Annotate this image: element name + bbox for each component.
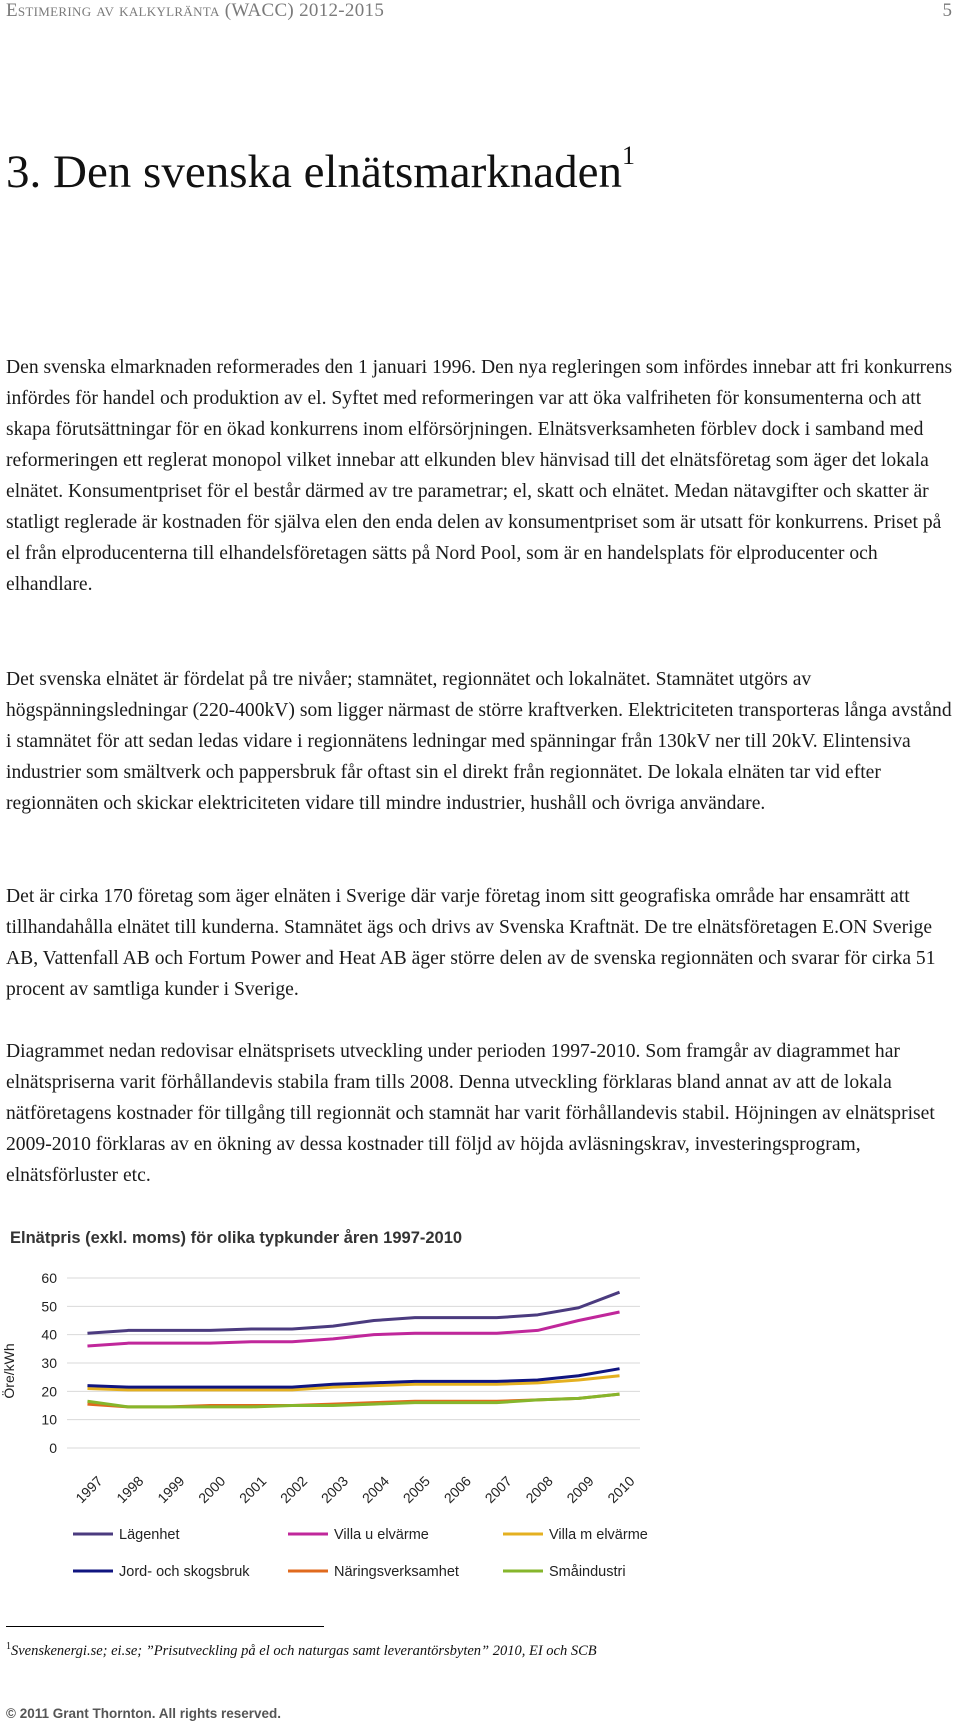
- paragraph-grid-owners: Det är cirka 170 företag som äger elnäten i Sverige där varje företag inom sitt geografiska område har ensamrätt att tillhandahålla elnätet till kunderna. Stamnätet ägs och drivs av Svenska Kraftnät. De tre elnätsföretagen E.ON Sverige AB, Vattenfall AB och Fortum Power and Heat AB äger större delen av de svenska regionnäten och svarar för cirka 51 procent av samtliga kunder i Sverige.: [6, 886, 936, 1000]
- page-number: 5: [942, 0, 952, 21]
- legend-label: Lägenhet: [119, 1527, 180, 1543]
- chapter-title: [6, 141, 636, 199]
- x-tick-label: 1997: [72, 1472, 106, 1507]
- x-tick-label: 2004: [358, 1472, 393, 1507]
- legend-label: Småindustri: [549, 1564, 626, 1580]
- x-tick-label: 1999: [154, 1472, 188, 1507]
- footnote-divider: [6, 1626, 324, 1627]
- x-tick-label: 2005: [399, 1472, 434, 1507]
- footnote-text: Svenskenergi.se; ei.se; ”Prisutveckling på el och naturgas samt leverantörsbyten” 2010, EI och SCB: [11, 1642, 597, 1659]
- legend-label: Jord- och skogsbruk: [119, 1564, 250, 1580]
- series-line: [87, 1369, 619, 1387]
- y-tick-label: 20: [41, 1383, 57, 1400]
- x-tick-label: 2007: [481, 1472, 515, 1507]
- y-tick-label: 10: [41, 1411, 57, 1428]
- y-tick-label: 40: [41, 1326, 57, 1343]
- x-tick-label: 2009: [563, 1472, 597, 1507]
- paragraph-reform: Den svenska elmarknaden reformerades den 1 januari 1996. Den nya regleringen som infördes innebar att fri konkurrens infördes för handel och produktion av el. Syftet med reformeringen var att öka valfriheten för konsumenterna och att skapa förutsättningar för en ökad konkurrens inom elförsörjningen. Elnätsverksamheten förblev dock i samband med reformeringen ett reglerat monopol vilket innebar att elkunden blev hänvisad till det elnätsföretag som äger det lokala elnätet. Konsumentpriset för el består därmed av tre parametrar; el, skatt och elnätet. Medan nätavgifter och skatter är statligt reglerade är kostnaden för själva elen den enda delen av konsumentpriset som är utsatt för konkurrens. Priset på el från elproducenterna till elhandelsföretagen sätts på Nord Pool, som är en handelsplats för elproducenter och elhandlare.: [6, 357, 953, 595]
- paragraph-price-development: Diagrammet nedan redovisar elnätsprisets utveckling under perioden 1997-2010. Som framgår av diagrammet har elnätspriserna varit förhållandevis stabila fram tills 2008. Denna utveckling förklaras bland annat av att de lokala nätföretagens kostnader för tillgång till regionnät och stamnät har varit förhållandevis stabil. Höjningen av elnätspriset 2009-2010 förklaras av en ökning av dessa kostnader till följd av höjda avläsningskrav, investeringsprogram, elnätsförluster etc.: [6, 1041, 935, 1186]
- y-tick-label: 0: [49, 1440, 57, 1456]
- series-line: [87, 1394, 619, 1407]
- footnote-ref[interactable]: 1: [622, 141, 636, 170]
- price-line-chart: [0, 1258, 700, 1588]
- x-tick-label: 2008: [522, 1472, 556, 1507]
- legend-label: Näringsverksamhet: [334, 1564, 459, 1580]
- series-line: [87, 1292, 619, 1333]
- y-tick-label: 50: [41, 1298, 57, 1315]
- y-tick-label: 60: [41, 1270, 57, 1286]
- running-header: Estimering av kalkylränta (WACC) 2012-2015: [6, 0, 385, 21]
- y-tick-label: 30: [41, 1355, 57, 1371]
- copyright-notice: © 2011 Grant Thornton. All rights reserved.: [6, 1706, 282, 1721]
- legend-label: Villa u elvärme: [334, 1527, 429, 1543]
- footnote-number: 1: [6, 1641, 11, 1652]
- chart-title: Elnätpris (exkl. moms) för olika typkunder åren 1997-2010: [10, 1229, 463, 1247]
- x-tick-label: 2001: [235, 1472, 270, 1507]
- paragraph-grid-levels: Det svenska elnätet är fördelat på tre nivåer; stamnätet, regionnätet och lokalnätet. Stamnätet utgörs av högspänningsledningar (220-400kV) som ligger närmast de större kraftverken. Elektriciteten transporteras långa avstånd i stamnätet för att sedan ledas vidare i regionnätens ledningar med spänningar från 130kV ner till 20kV. Elintensiva industrier som smältverk och pappersbruk får oftast sin el direkt från regionnätet. De lokala elnäten tar vid efter regionnäten och skickar elektriciteten vidare till mindre industrier, hushåll och övriga användare.: [6, 669, 952, 814]
- x-tick-label: 2010: [604, 1472, 638, 1507]
- x-tick-label: 2006: [440, 1472, 474, 1507]
- x-tick-label: 2003: [317, 1472, 352, 1507]
- x-tick-label: 1998: [113, 1472, 147, 1507]
- chapter-title-text: 3. Den svenska elnätsmarknaden: [6, 146, 623, 198]
- x-tick-label: 2002: [276, 1472, 311, 1507]
- y-axis-label: Öre/kWh: [1, 1343, 17, 1399]
- x-tick-label: 2000: [195, 1472, 229, 1507]
- footnote: [6, 1641, 597, 1660]
- legend-label: Villa m elvärme: [549, 1527, 648, 1543]
